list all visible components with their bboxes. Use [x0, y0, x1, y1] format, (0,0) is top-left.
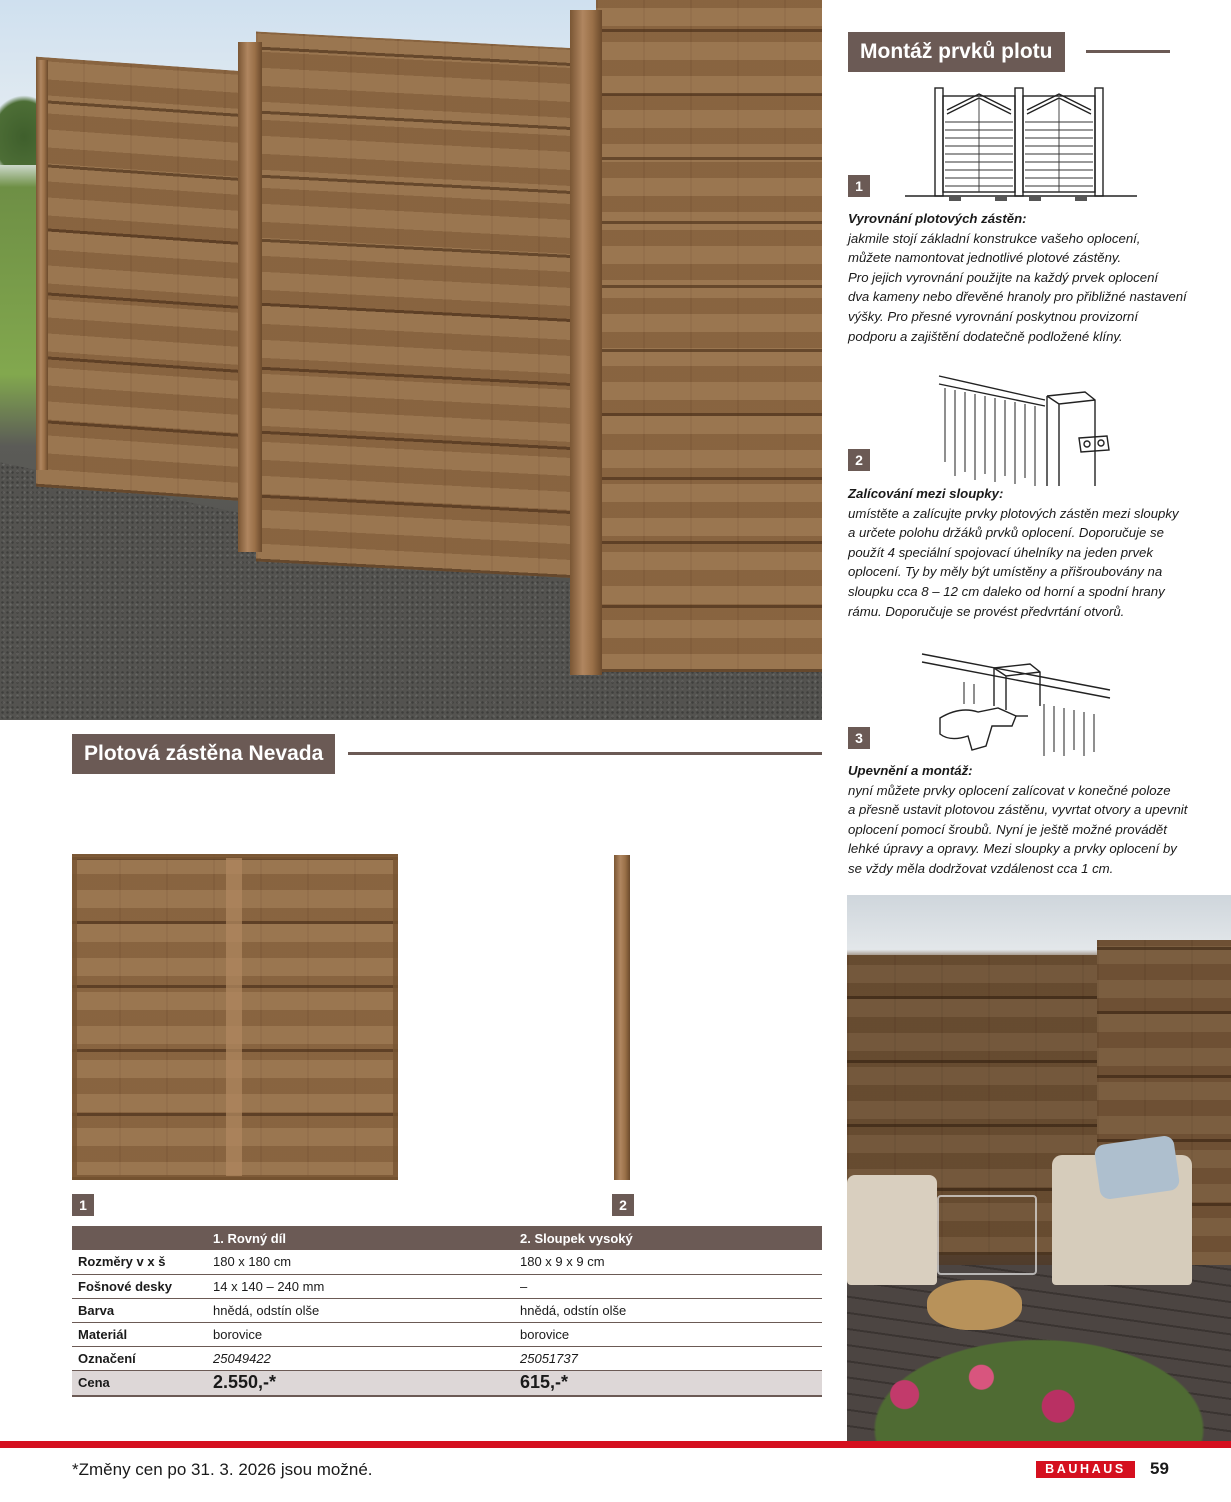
step-2-line: oplocení. Ty by měly být umístěny a přišroubovány na: [848, 564, 1163, 580]
step-2-line: umístěte a zalícujte prvky plotových zástěn mezi sloupky: [848, 505, 1179, 521]
step-3-line: oplocení pomocí šroubů. Nyní je ještě možné provádět: [848, 821, 1167, 837]
step-3-illustration: [920, 646, 1116, 758]
product-badge-2: 2: [612, 1194, 634, 1216]
row-label: Barva: [72, 1298, 207, 1322]
footer-red-rule: [0, 1441, 1231, 1448]
step-2-line: použít 4 speciální spojovací úhelníky na jeden prvek: [848, 544, 1153, 560]
terrace-table: [937, 1195, 1037, 1275]
step-3-line: se vždy měla dodržovat vzdálenost cca 1 cm.: [848, 860, 1114, 876]
straight-panel-slat: [226, 858, 242, 1176]
table-row: [72, 1274, 822, 1298]
assembly-section-title: Montáž prvků plotu: [848, 32, 1065, 72]
step-badge-2: 2: [848, 449, 870, 471]
step-3-line: a přesně ustavit plotovou zástěnu, vyvrtat otvory a upevnit: [848, 802, 1188, 818]
row-value-1: 180 x 180 cm: [207, 1250, 514, 1274]
hero-fence-panel-right: [596, 0, 822, 672]
hero-fence-post: [570, 10, 602, 675]
terrace-flowers: [847, 1325, 1231, 1441]
tall-post-image: [614, 855, 630, 1180]
step-3-title: Upevnění a montáž:: [848, 763, 973, 778]
terrace-armchair-left: [847, 1175, 937, 1285]
row-value-2: borovice: [514, 1322, 822, 1346]
step-1-line: Pro jejich vyrovnání použijte na každý prvek oplocení: [848, 269, 1159, 285]
step-1-text: [848, 209, 1198, 346]
step-3-line: nyní můžete prvky oplocení zalícovat v konečné poloze: [848, 782, 1171, 798]
step-2-line: rámu. Doporučuje se provést předvrtání otvorů.: [848, 603, 1125, 619]
step-1-line: můžete namontovat jednotlivé plotové zástěny.: [848, 250, 1122, 266]
row-label: Materiál: [72, 1322, 207, 1346]
product-section-rule: [348, 752, 822, 755]
hero-fence-photo: [0, 0, 822, 720]
terrace-pouf: [927, 1280, 1022, 1330]
step-1-line: dva kameny nebo dřevěné hranoly pro přibližné nastavení: [848, 289, 1187, 305]
step-1-illustration: [905, 86, 1137, 210]
price-label: Cena: [72, 1370, 207, 1396]
row-value-2: hnědá, odstín olše: [514, 1298, 822, 1322]
table-row: [72, 1250, 822, 1274]
page-number: 59: [1150, 1459, 1169, 1478]
step-3-text: [848, 761, 1198, 879]
step-1-line: podporu a zajištění dodatečně podložené klíny.: [848, 328, 1123, 344]
row-value-2: 25051737: [514, 1346, 822, 1370]
row-label: Rozměry v x š: [72, 1250, 207, 1274]
step-2-text: [848, 484, 1198, 621]
step-1-title: Vyrovnání plotových zástěn:: [848, 211, 1027, 226]
row-value-1: 25049422: [207, 1346, 514, 1370]
row-value-1: hnědá, odstín olše: [207, 1298, 514, 1322]
table-row: [72, 1322, 822, 1346]
bauhaus-logo: BAUHAUS: [1036, 1461, 1135, 1478]
hero-fence-post: [36, 60, 48, 470]
hero-fence-post: [238, 42, 262, 552]
price-value-1: 2.550,-*: [207, 1370, 514, 1396]
step-1-line: jakmile stojí základní konstrukce vašeho oplocení,: [848, 230, 1141, 246]
step-1-line: výšky. Pro přesné vyrovnání poskytnou provizorní: [848, 308, 1139, 324]
step-3-line: lehké úpravy a opravy. Mezi sloupky a prvky oplocení by: [848, 841, 1177, 857]
product-section-title: Plotová zástěna Nevada: [72, 734, 335, 774]
spec-header-tall-post: 2. Sloupek vysoký: [514, 1226, 822, 1250]
price-change-footnote: *Změny cen po 31. 3. 2026 jsou možné.: [72, 1460, 373, 1479]
row-value-1: borovice: [207, 1322, 514, 1346]
row-label: Fošnové desky: [72, 1274, 207, 1298]
terrace-cushion: [1094, 1135, 1181, 1201]
step-badge-1: 1: [848, 175, 870, 197]
price-value-2: 615,-*: [514, 1370, 822, 1396]
assembly-section-rule: [1086, 50, 1170, 53]
terrace-photo: [847, 895, 1231, 1441]
step-2-illustration: [935, 366, 1115, 488]
spec-table: [72, 1226, 822, 1397]
table-row: [72, 1298, 822, 1322]
spec-header-empty: [72, 1226, 207, 1250]
row-label: Označení: [72, 1346, 207, 1370]
step-badge-3: 3: [848, 727, 870, 749]
step-2-line: a určete polohu držáků prvků oplocení. Doporučuje se: [848, 525, 1164, 541]
table-row: [72, 1346, 822, 1370]
row-value-1: 14 x 140 – 240 mm: [207, 1274, 514, 1298]
price-row: [72, 1370, 822, 1396]
step-2-line: sloupku cca 8 – 12 cm daleko od horní a spodní hrany: [848, 583, 1165, 599]
hero-fence-panel-middle: [256, 31, 581, 578]
hero-fence-panel-left: [36, 57, 246, 502]
spec-header-straight-panel: 1. Rovný díl: [207, 1226, 514, 1250]
spec-table-header: [72, 1226, 822, 1250]
row-value-2: 180 x 9 x 9 cm: [514, 1250, 822, 1274]
row-value-2: –: [514, 1274, 822, 1298]
step-2-title: Zalícování mezi sloupky:: [848, 486, 1004, 501]
product-badge-1: 1: [72, 1194, 94, 1216]
